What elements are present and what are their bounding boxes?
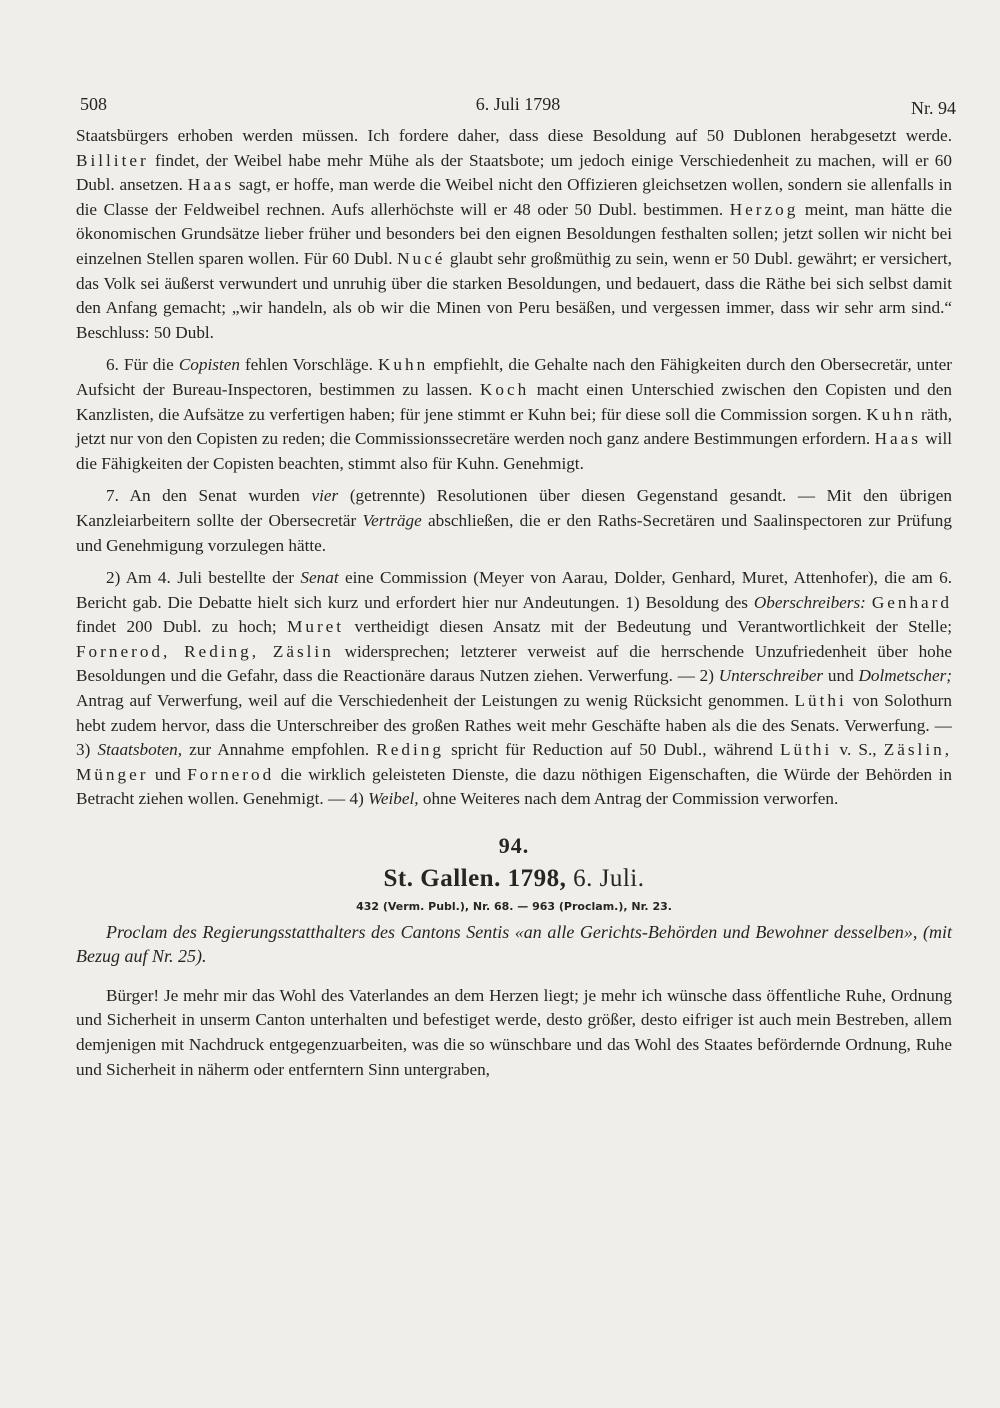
speaker-name: Fornerod, Reding, Zäslin bbox=[76, 641, 334, 661]
italic-term: Verträge bbox=[362, 510, 422, 530]
speaker-name: Haas bbox=[187, 175, 235, 195]
text-run: und bbox=[823, 666, 859, 686]
page-number: 508 bbox=[80, 94, 107, 114]
speaker-name: Koch bbox=[479, 379, 530, 399]
text-run: abschließen, die er den Raths-Secretären und Saalinspectoren zur Prüfung und Genehmigung vorzulegen hätte. bbox=[76, 510, 952, 555]
paragraph-3 bbox=[76, 484, 952, 558]
speaker-name: Kuhn bbox=[377, 355, 429, 375]
speaker-name: Nucé bbox=[397, 248, 446, 268]
italic-term: Oberschreibers: bbox=[753, 592, 866, 612]
text-run: 2) Am 4. Juli bestellte der bbox=[106, 568, 301, 588]
italic-term: Dolmetscher; bbox=[858, 666, 953, 686]
page-header bbox=[80, 94, 956, 122]
text-run: vertheidigt diesen Ansatz mit der Bedeutung und Verantwortlichkeit der Stelle; bbox=[344, 617, 953, 637]
text-run: fehlen Vorschläge. bbox=[239, 355, 378, 375]
text-run: Antrag auf Verwerfung, weil auf die Verschiedenheit der Leistungen zu wenig Rücksicht genommen. bbox=[76, 691, 795, 711]
document-reference: 432 (Verm. Publ.), Nr. 68. — 963 (Proclam.), Nr. 23. bbox=[356, 900, 672, 914]
speaker-name: Haas bbox=[874, 429, 921, 449]
text-run: findet, der Weibel habe mehr Mühe als der Staatsbote; um jedoch einige Verschiedenheit zu machen, will er 60 Dubl. ansetzen. bbox=[76, 150, 952, 195]
text-run: empfiehlt, die Gehalte nach den Fähigkeiten durch den Obersecretär, unter Aufsicht der Bureau-Inspectoren, bestimmen zu lassen. bbox=[76, 355, 952, 399]
italic-term: Copisten bbox=[178, 355, 240, 375]
text-run: spricht für Reduction auf 50 Dubl., während bbox=[443, 740, 781, 760]
speaker-name: Kuhn bbox=[866, 404, 917, 424]
document-date: 6. Juli. bbox=[573, 864, 645, 892]
speaker-name: Zäslin, Münger bbox=[76, 740, 952, 784]
speaker-name: Lüthi bbox=[794, 691, 847, 711]
text-run: zur Annahme empfohlen. bbox=[182, 740, 377, 760]
text-run: macht einen Unterschied zwischen den Copisten und den Kanzlisten, die Aufsätze zu verfertigen haben; für jene stimmt er Kuhn bei; für diese soll die Commission sorgen. bbox=[76, 379, 952, 424]
text-run: 6. Für die bbox=[106, 355, 179, 375]
speaker-name: Herzog bbox=[729, 199, 799, 219]
speaker-name: Lüthi bbox=[780, 740, 833, 760]
text-run: 7. An den Senat wurden bbox=[106, 486, 312, 506]
text-run: widersprechen; letzterer verweist auf die herrschende Unzufriedenheit über hohe Besoldungen und die Gefahr, dass die Reactionäre daraus Nutzen ziehen. Verwerfung. — 2) bbox=[76, 641, 952, 686]
speaker-name: Billiter bbox=[76, 150, 149, 170]
text-run: von Solothurn hebt zudem hervor, dass die Unterschreiber des großen Rathes weit mehr Geschäfte haben als die des Senats. Verwerfung. — 3) bbox=[76, 691, 952, 760]
text-run: und bbox=[148, 764, 188, 784]
paragraph-1 bbox=[76, 124, 952, 345]
text-run: meint, man hätte die ökonomischen Grundsätze lieber früher und besonders bei den eignen Besoldungen festhalten sollen; jetzt sollen wir nicht bei einzelnen Stellen sparen wollen. Für 60 Dubl. bbox=[76, 199, 952, 268]
text-run: eine Commission (Meyer von Aarau, Dolder, Genhard, Muret, Attenhofer), die am 6. Bericht gab. Die Debatte hielt sich kurz und erfordert hier nur Andeutungen. 1) Besoldung des bbox=[76, 568, 953, 612]
paragraph-2 bbox=[76, 353, 952, 476]
text-run: v. S., bbox=[832, 740, 884, 760]
speaker-name: Reding bbox=[376, 740, 444, 760]
text-run: (getrennte) Resolutionen über diesen Gegenstand gesandt. — Mit den übrigen Kanzleiarbeitern sollte der Obersecretär bbox=[76, 486, 952, 530]
text-run: findet 200 Dubl. zu hoch; bbox=[76, 617, 288, 637]
header-number: Nr. 94 bbox=[911, 98, 956, 118]
speaker-name: Muret bbox=[287, 617, 345, 637]
italic-term: Senat bbox=[300, 568, 339, 588]
text-run: räth, jetzt nur von den Copisten zu reden; die Commissionssecretäre werden noch ganz andere Bestimmungen erfordern. bbox=[76, 404, 952, 449]
text-run: will die Fähigkeiten der Copisten beachten, stimmt also für Kuhn. Genehmigt. bbox=[76, 429, 952, 473]
speaker-name: Fornerod bbox=[187, 764, 275, 784]
text-run: glaubt sehr großmüthig zu sein, wenn er 50 Dubl. gewährt; er versichert, das Volk sei äußerst verwundert und unruhig über die starken Besoldungen, und bedauert, dass die Räthe bei sich selbst damit den Anfang gemacht; „wir handeln, als ob wir die Minen von Peru besäßen, und vergessen immer, dass wir sehr arm sind.“ Beschluss: 50 Dubl. bbox=[76, 248, 952, 342]
italic-term: Staatsboten, bbox=[97, 740, 182, 760]
proclamation-heading: Proclam des Regierungsstatthalters des Cantons Sentis «an alle Gerichts-Behörden und Bewohner desselben», (mit Bezug auf Nr. 25). bbox=[76, 921, 952, 966]
proclamation-text: Bürger! Je mehr mir das Wohl des Vaterlandes an dem Herzen liegt; je mehr ich wünsche dass öffentliche Ruhe, Ordnung und Sicherheit in unserm Canton unterhalten und befestiget werde, desto größer, desto eifriger ist auch mein Bestreben, allem demjenigen mit Nachdruck entgegenzuarbeiten, was die so wünschbare und das Wohl des Staates befördernde Ordnung, Ruhe und Sicherheit in näherm oder entferntern Sinn untergraben, bbox=[76, 985, 952, 1079]
document-place: St. Gallen. bbox=[383, 864, 501, 892]
page-body bbox=[76, 124, 952, 1082]
document-number: 94. bbox=[498, 833, 530, 859]
text-run: Staatsbürgers erhoben werden müssen. Ich fordere daher, dass diese Besoldung auf 50 Dublonen herabgesetzt werde. bbox=[76, 126, 952, 145]
document-title bbox=[76, 864, 952, 892]
italic-term: vier bbox=[311, 486, 339, 506]
italic-term: Unterschreiber bbox=[718, 666, 824, 686]
text-run: sagt, er hoffe, man werde die Weibel nicht den Offizieren gleichsetzen wollen, sondern sie allenfalls in die Classe der Feldweibel rechnen. Aufs allerhöchste will er 48 oder 50 Dubl. bestimmen. bbox=[76, 175, 953, 219]
text-run: die wirklich geleisteten Dienste, die dazu nöthigen Eigenschaften, die Würde der Behörden in Betracht ziehen wollen. Genehmigt. — 4) bbox=[76, 764, 953, 809]
speaker-name: Genhard bbox=[871, 592, 953, 612]
paragraph-4 bbox=[76, 566, 952, 812]
header-date: 6. Juli 1798 bbox=[475, 94, 561, 114]
text-run: ohne Weiteres nach dem Antrag der Commission verworfen. bbox=[418, 789, 839, 809]
italic-term: Weibel, bbox=[368, 789, 419, 809]
document-year: 1798, bbox=[507, 864, 567, 892]
